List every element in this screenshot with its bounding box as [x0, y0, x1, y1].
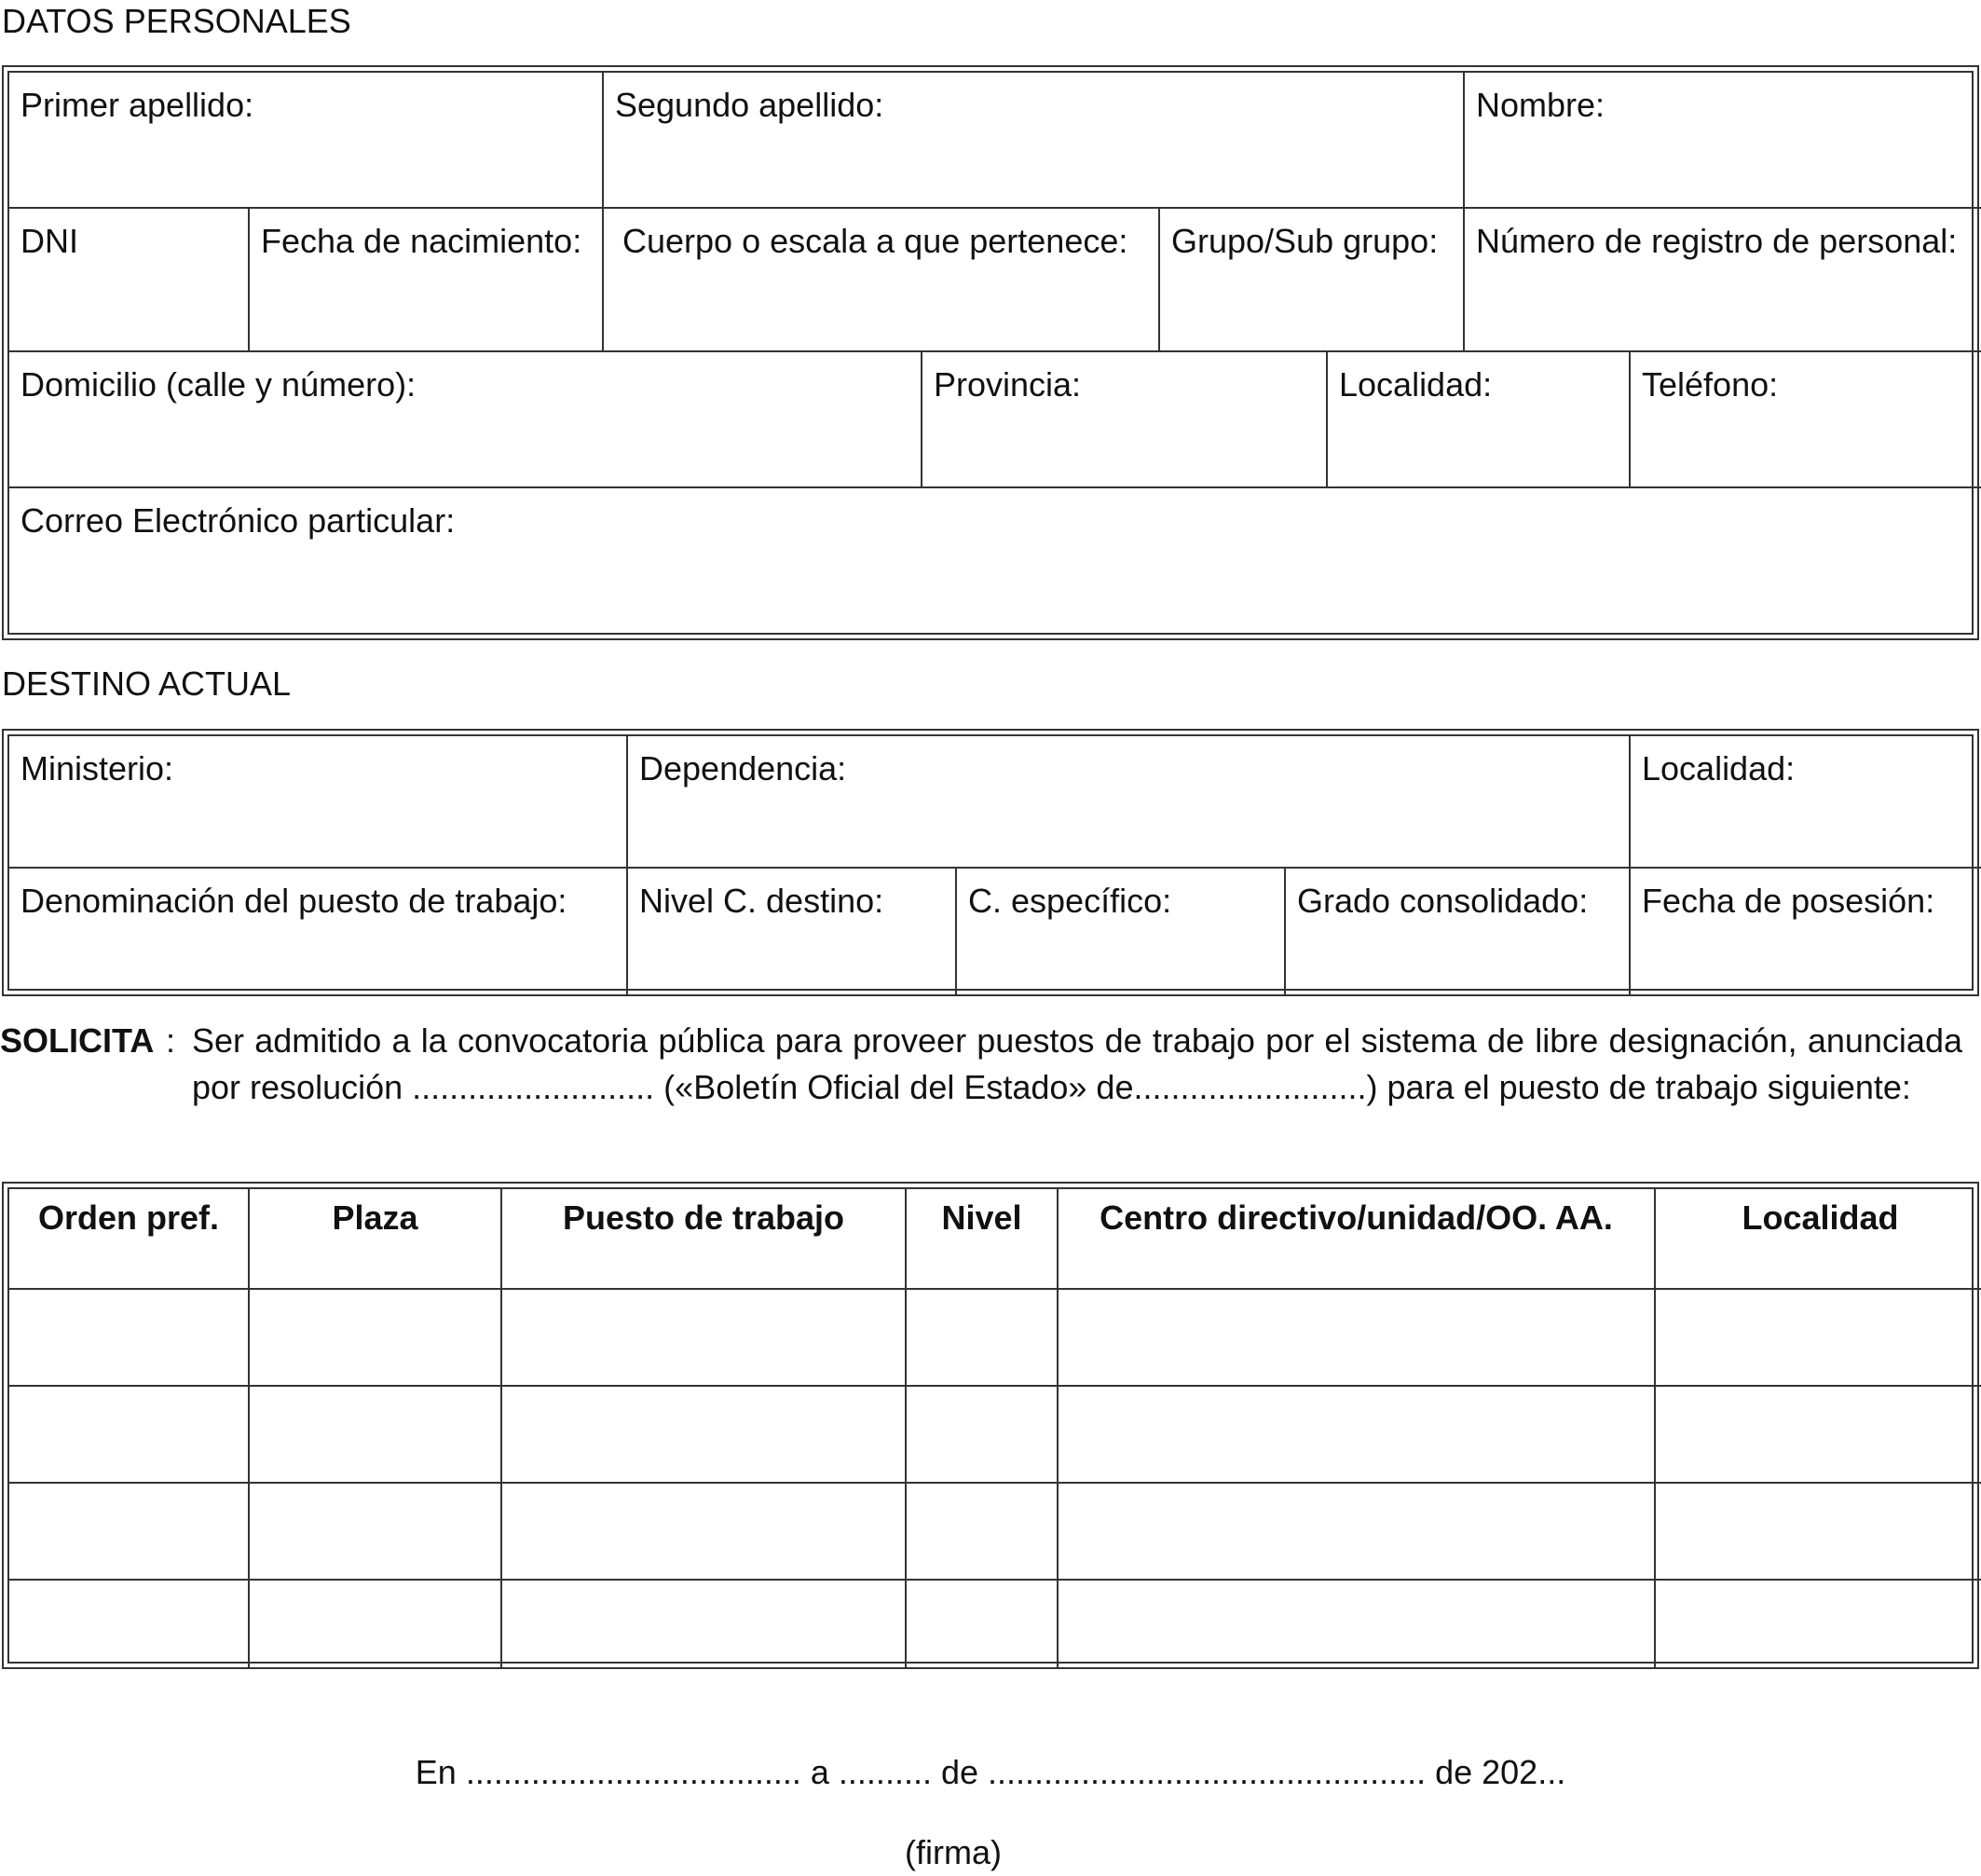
table-cell[interactable]	[1057, 1482, 1654, 1579]
table-cell[interactable]	[500, 1288, 905, 1385]
table-cell[interactable]	[905, 1482, 1057, 1579]
solicita-text: Ser admitido a la convocatoria pública para proveer puestos de trabajo por el sistema de libre designación, anunciada por resolución .......................... («Boletín Oficial del Estado» de.........................) para el puesto de trabajo siguiente:	[192, 1021, 1962, 1106]
header-label: Localidad	[1742, 1198, 1899, 1237]
field-fecha-posesion[interactable]	[1629, 867, 1981, 996]
field-dependencia[interactable]	[626, 736, 1629, 867]
header-label: Nivel	[941, 1198, 1022, 1237]
table-cell[interactable]	[9, 1579, 248, 1669]
field-label: Teléfono:	[1642, 365, 1779, 404]
field-numero-registro[interactable]	[1463, 207, 1981, 350]
table-cell[interactable]	[1654, 1482, 1981, 1579]
field-denominacion-puesto[interactable]	[9, 867, 626, 996]
table-cell[interactable]	[1057, 1579, 1654, 1669]
solicita-colon: :	[166, 1021, 176, 1060]
table-cell[interactable]	[9, 1482, 248, 1579]
col-header-plaza	[248, 1189, 500, 1288]
col-header-localidad	[1654, 1189, 1981, 1288]
table-cell[interactable]	[905, 1385, 1057, 1482]
field-label: Nombre:	[1476, 86, 1605, 124]
field-telefono[interactable]	[1629, 350, 1981, 486]
destino-table	[2, 729, 1979, 996]
table-cell[interactable]	[1057, 1385, 1654, 1482]
field-label: Fecha de posesión:	[1642, 882, 1935, 920]
field-label: Localidad:	[1339, 365, 1493, 404]
field-nivel-destino[interactable]	[626, 867, 955, 996]
field-label: Domicilio (calle y número):	[20, 365, 417, 404]
col-header-centro	[1057, 1189, 1654, 1288]
table-cell[interactable]	[1057, 1288, 1654, 1385]
col-header-orden	[9, 1189, 248, 1288]
header-label: Centro directivo/unidad/OO. AA.	[1100, 1198, 1613, 1237]
field-grupo-subgrupo[interactable]	[1158, 207, 1463, 350]
field-nombre[interactable]	[1463, 73, 1981, 207]
table-cell[interactable]	[248, 1482, 500, 1579]
solicita-key: SOLICITA	[0, 1021, 155, 1060]
field-label: Fecha de nacimiento:	[261, 222, 582, 260]
table-cell[interactable]	[1654, 1579, 1981, 1669]
table-cell[interactable]	[500, 1482, 905, 1579]
field-label: Cuerpo o escala a que pertenece:	[622, 222, 1128, 260]
field-localidad[interactable]	[1326, 350, 1629, 486]
table-cell[interactable]	[9, 1288, 248, 1385]
field-dni[interactable]	[9, 207, 248, 350]
puestos-table	[2, 1182, 1979, 1669]
field-label: Número de registro de personal:	[1476, 222, 1958, 260]
section-title-destino: DESTINO ACTUAL	[2, 664, 292, 703]
field-label: Provincia:	[934, 365, 1082, 404]
field-primer-apellido[interactable]	[9, 73, 602, 207]
field-provincia[interactable]	[921, 350, 1326, 486]
field-label: DNI	[20, 222, 78, 260]
personal-data-table	[2, 65, 1979, 640]
field-label: Ministerio:	[20, 749, 174, 787]
field-localidad-destino[interactable]	[1629, 736, 1981, 867]
field-domicilio[interactable]	[9, 350, 921, 486]
field-label: Dependencia:	[639, 749, 847, 787]
table-cell[interactable]	[9, 1385, 248, 1482]
field-c-especifico[interactable]	[955, 867, 1284, 996]
date-line: En .................................... a .......... de ............................................... de 202...	[415, 1753, 1566, 1791]
table-cell[interactable]	[248, 1288, 500, 1385]
table-cell[interactable]	[248, 1385, 500, 1482]
header-label: Puesto de trabajo	[562, 1198, 845, 1237]
field-label: Primer apellido:	[20, 86, 254, 124]
field-label: C. específico:	[968, 882, 1172, 920]
field-label: Localidad:	[1642, 749, 1796, 787]
table-cell[interactable]	[500, 1385, 905, 1482]
section-title-personal: DATOS PERSONALES	[2, 2, 351, 40]
col-header-puesto	[500, 1189, 905, 1288]
field-label: Grupo/Sub grupo:	[1171, 222, 1439, 260]
field-grado-consolidado[interactable]	[1284, 867, 1629, 996]
table-cell[interactable]	[905, 1288, 1057, 1385]
field-correo[interactable]	[9, 486, 1981, 640]
field-label: Segundo apellido:	[615, 86, 884, 124]
field-label: Nivel C. destino:	[639, 882, 884, 920]
table-cell[interactable]	[248, 1579, 500, 1669]
header-label: Orden pref.	[37, 1198, 220, 1237]
table-cell[interactable]	[1654, 1288, 1981, 1385]
col-header-nivel	[905, 1189, 1057, 1288]
field-label: Denominación del puesto de trabajo:	[20, 882, 567, 920]
table-cell[interactable]	[500, 1579, 905, 1669]
field-cuerpo-escala[interactable]	[602, 207, 1158, 350]
field-fecha-nacimiento[interactable]	[248, 207, 602, 350]
signature-label: (firma)	[905, 1833, 1002, 1871]
table-cell[interactable]	[1654, 1385, 1981, 1482]
field-ministerio[interactable]	[9, 736, 626, 867]
table-cell[interactable]	[905, 1579, 1057, 1669]
field-label: Grado consolidado:	[1297, 882, 1589, 920]
field-label: Correo Electrónico particular:	[20, 501, 456, 540]
field-segundo-apellido[interactable]	[602, 73, 1463, 207]
header-label: Plaza	[332, 1198, 418, 1237]
